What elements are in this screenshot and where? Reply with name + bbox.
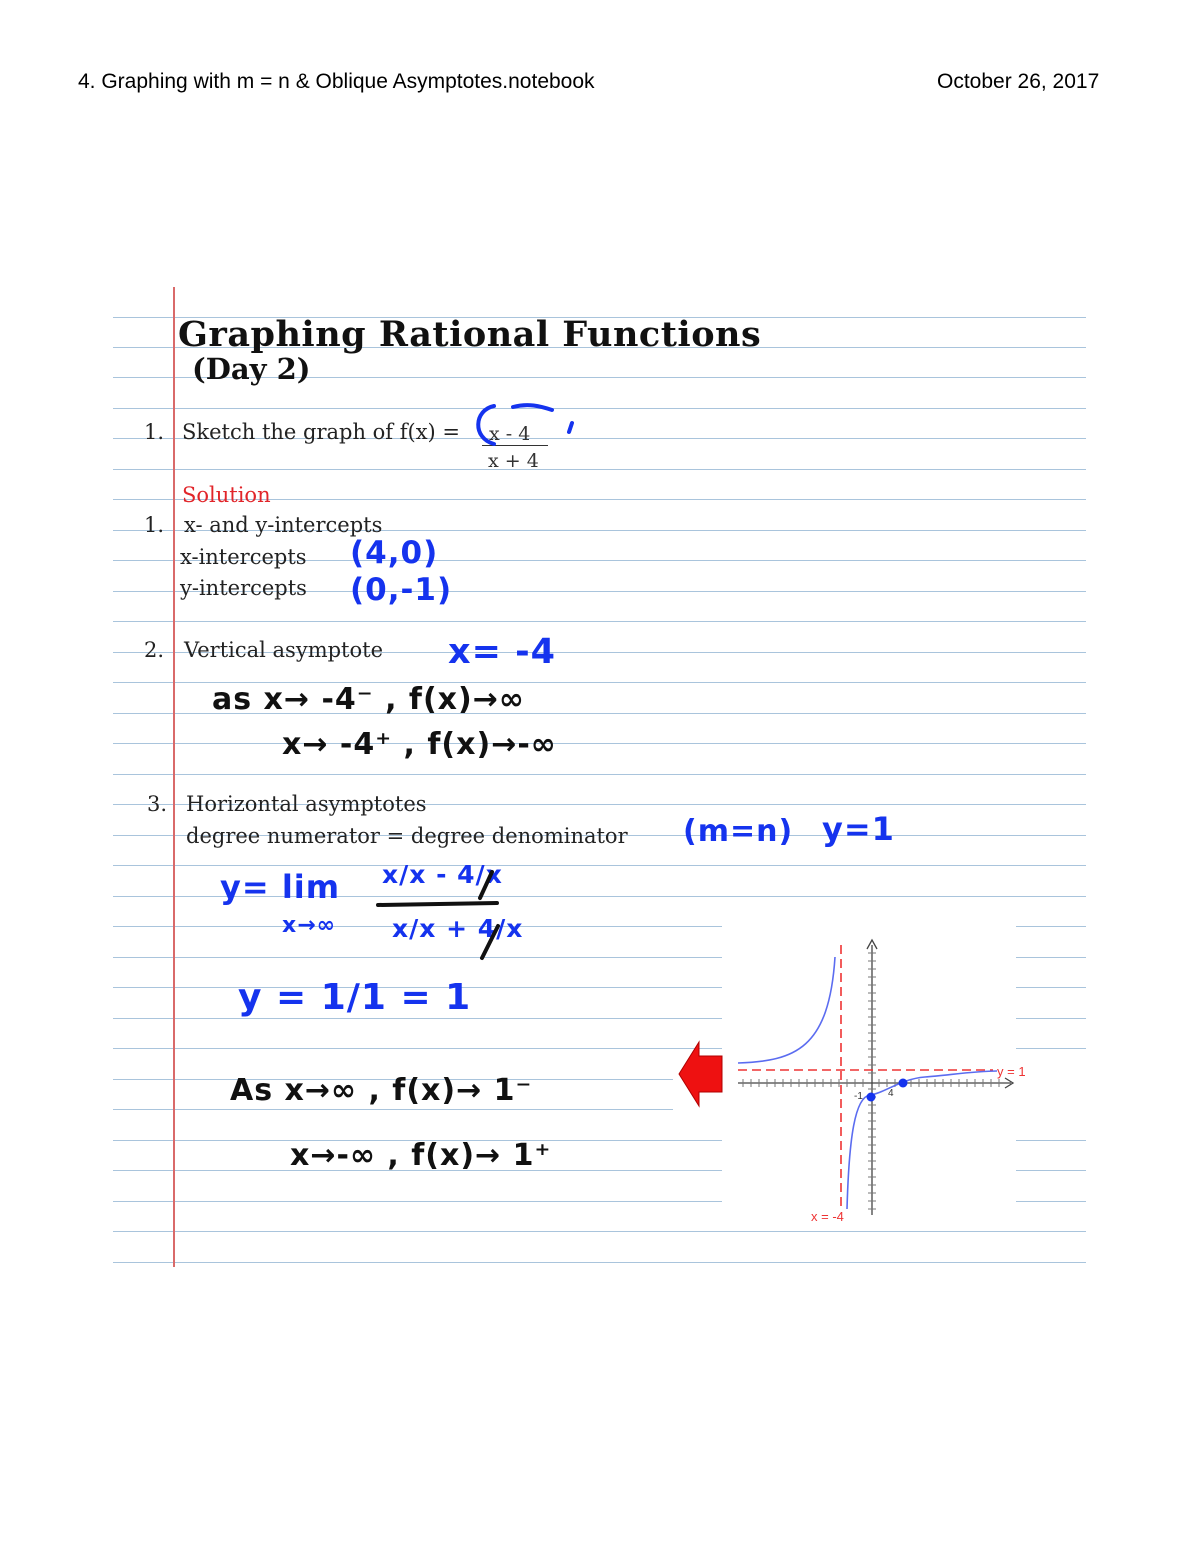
degree-rule: degree numerator = degree denominator	[186, 824, 628, 848]
m-equals-n: (m=n)	[683, 814, 794, 849]
x-intercepts-label: x-intercepts	[180, 545, 307, 569]
limit-result: y = 1/1 = 1	[238, 977, 472, 1018]
end-behavior-negative: x→-∞ , f(x)→ 1⁺	[290, 1138, 552, 1173]
va-behavior-right: x→ -4⁺ , f(x)→-∞	[282, 727, 557, 762]
horizontal-asymptote-answer: y=1	[822, 810, 895, 848]
function-graph	[735, 937, 1065, 1227]
step3-heading: Horizontal asymptotes	[186, 792, 427, 816]
y-intercepts-label: y-intercepts	[180, 576, 307, 600]
x-intercept-answer: (4,0)	[350, 535, 439, 571]
ink-stroke	[513, 405, 552, 410]
y-intercept-answer: (0,-1)	[350, 572, 453, 608]
end-behavior-positive: As x→∞ , f(x)→ 1⁻	[230, 1073, 533, 1108]
tick-label-pos: 4	[888, 1088, 894, 1099]
tick-label-neg: -1	[854, 1091, 863, 1102]
limit-label: y= lim	[220, 868, 341, 906]
limit-fraction-bar	[378, 903, 497, 905]
page-title: Graphing Rational Functions	[178, 314, 762, 355]
cancel-stroke	[482, 926, 498, 958]
ha-label: y = 1	[997, 1064, 1026, 1079]
va-behavior-left: as x→ -4⁻ , f(x)→∞	[212, 682, 525, 717]
ink-stroke	[569, 423, 572, 432]
ink-open-paren	[478, 406, 494, 444]
fraction-numerator: x - 4	[489, 423, 531, 445]
page-subtitle: (Day 2)	[192, 352, 311, 386]
y-intercept-point	[867, 1093, 876, 1102]
step3-number: 3.	[147, 792, 168, 816]
curve-left-branch	[738, 957, 835, 1063]
red-left-arrow-icon	[677, 1040, 725, 1108]
problem-prompt: Sketch the graph of f(x) =	[182, 420, 461, 444]
problem-number: 1.	[144, 420, 165, 444]
step1-number: 1.	[144, 513, 165, 537]
limit-numerator: x/x - 4/x	[382, 860, 503, 889]
axis-ticks	[743, 953, 999, 1209]
limit-denominator: x/x + 4/x	[392, 914, 524, 943]
vertical-asymptote-answer: x= -4	[448, 632, 556, 672]
fraction-denominator: x + 4	[488, 450, 539, 472]
notebook-title: 4. Graphing with m = n & Oblique Asymptotes.notebook	[78, 70, 595, 93]
notebook-date: October 26, 2017	[937, 70, 1100, 93]
step2-number: 2.	[144, 638, 165, 662]
step2-heading: Vertical asymptote	[184, 638, 383, 662]
cancel-stroke	[480, 872, 492, 898]
solution-label: Solution	[182, 483, 271, 507]
step1-heading: x- and y-intercepts	[184, 513, 383, 537]
x-intercept-point	[899, 1079, 908, 1088]
va-label: x = -4	[811, 1209, 844, 1224]
limit-subscript: x→∞	[282, 913, 336, 938]
curve-right-branch	[847, 1071, 997, 1209]
